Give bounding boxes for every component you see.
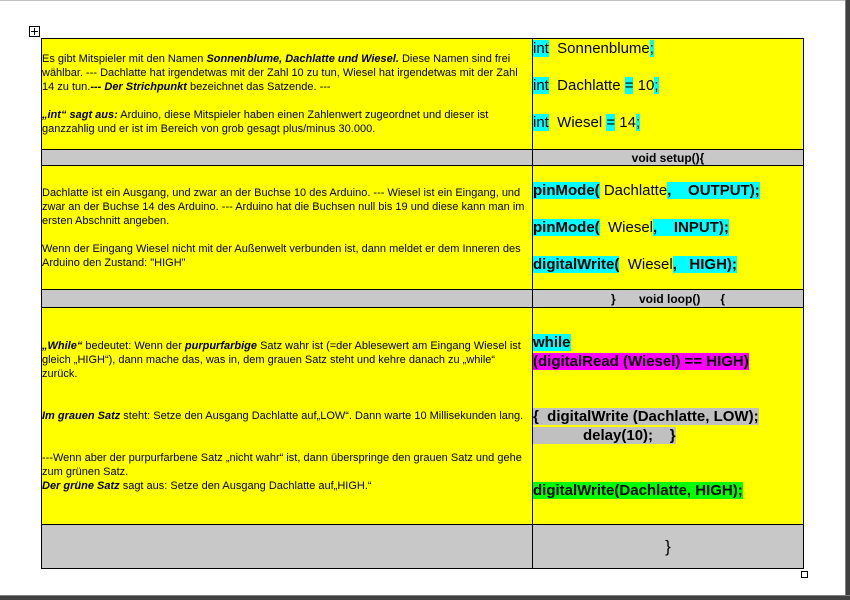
setup-paragraph-1: Dachlatte ist ein Ausgang, und zwar an der Buchse 10 des Arduino. --- Wiesel ist ein Eingang, und zwar an der Buchse 14 des Arduino. --- Arduino hat die Buchsen null bis 19 und diese kann man im ersten Abschnitt angeben. xyxy=(42,186,525,227)
loop-paragraph-grey: Im grauen Satz steht: Setze den Ausgang Dachlatte auf„LOW“. Dann warte 10 Millisekunden lang. xyxy=(42,410,524,422)
grey-spacer-cell-loop[interactable] xyxy=(42,290,533,308)
table-move-handle-icon[interactable] xyxy=(29,26,40,37)
explanation-cell-setup[interactable] xyxy=(42,166,533,290)
code-line-grey-1: { digitalWrite (Dachlatte, LOW); xyxy=(533,407,759,425)
loop-paragraph-else: ---Wenn aber der purpurfarbene Satz „nicht wahr“ ist, dann überspringe den grauen Satz und gehe zum grünen Satz. Der grüne Satz sagt aus: Setze den Ausgang Dachlatte auf„HIGH.“ xyxy=(42,452,522,492)
table-row-setup xyxy=(42,166,804,290)
window-top-edge xyxy=(0,0,850,1)
document-table xyxy=(41,38,804,569)
code-line-green: digitalWrite(Dachlatte, HIGH); xyxy=(533,481,743,499)
code-cell-loop[interactable] xyxy=(533,308,804,525)
table-resize-handle-icon[interactable] xyxy=(801,571,808,578)
code-line-digitalwrite-wiesel: digitalWrite( Wiesel, HIGH); xyxy=(533,256,737,273)
code-line-wiesel: int Wiesel = 14; xyxy=(533,114,641,131)
code-line-while: while xyxy=(533,333,571,351)
explanation-cell-loop[interactable] xyxy=(42,308,533,525)
setup-header-text: void setup(){ xyxy=(631,150,705,165)
table-row-setup-header xyxy=(42,150,804,166)
code-line-sonnenblume: int Sonnenblume; xyxy=(533,40,654,57)
grey-spacer-cell-setup[interactable] xyxy=(42,150,533,166)
table-row-loop xyxy=(42,308,804,525)
loop-header-cell[interactable] xyxy=(533,290,804,308)
explanation-cell-declarations[interactable] xyxy=(42,39,533,150)
code-line-pinmode-wiesel: pinMode( Wiesel, INPUT); xyxy=(533,219,729,236)
window-bottom-edge xyxy=(0,596,850,600)
table-row-end xyxy=(42,525,804,569)
declarations-paragraph-1: Es gibt Mitspieler mit den Namen Sonnenblume, Dachlatte und Wiesel. Diese Namen sind frei wählbar. --- Dachlatte hat irgendetwas mit der Zahl 10 zu tun, Wiesel hat irgendetwas mit der Zahl 14 zu tun.--- Der Strichpunkt bezeichnet das Satzende. --- xyxy=(42,53,518,93)
code-line-grey-2: delay(10); } xyxy=(533,426,676,444)
grey-spacer-cell-end[interactable] xyxy=(42,525,533,569)
loop-header-text: } void loop() { xyxy=(611,291,725,306)
setup-header-cell[interactable] xyxy=(533,150,804,166)
code-cell-declarations[interactable] xyxy=(533,39,804,150)
code-line-condition: (digitalRead (Wiesel) == HIGH) xyxy=(533,352,749,370)
table-row-declarations xyxy=(42,39,804,150)
setup-paragraph-2: Wenn der Eingang Wiesel nicht mit der Außenwelt verbunden ist, dann meldet er dem Inneren des Arduino den Zustand: "HIGH" xyxy=(42,242,521,269)
code-line-dachlatte: int Dachlatte = 10; xyxy=(533,77,659,94)
table-row-loop-header xyxy=(42,290,804,308)
code-line-pinmode-dachlatte: pinMode( Dachlatte, OUTPUT); xyxy=(533,182,760,199)
declarations-paragraph-2: „int“ sagt aus: Arduino, diese Mitspieler haben einen Zahlenwert zugeordnet und dieser ist ganzzahlig und er ist im Bereich von grob gesagt plus/minus 30.000. xyxy=(42,109,489,135)
window-right-edge xyxy=(846,0,850,600)
code-cell-setup[interactable] xyxy=(533,166,804,290)
loop-paragraph-while: „While“ bedeutet: Wenn der purpurfarbige Satz wahr ist (=der Ablesewert am Eingang Wiesel ist gleich „HIGH“), dann mache das, was in, dem grauen Satz steht und kehre danach zu „while“ zurück. xyxy=(42,340,521,380)
closing-brace: } xyxy=(665,536,671,556)
end-brace-cell[interactable] xyxy=(533,525,804,569)
